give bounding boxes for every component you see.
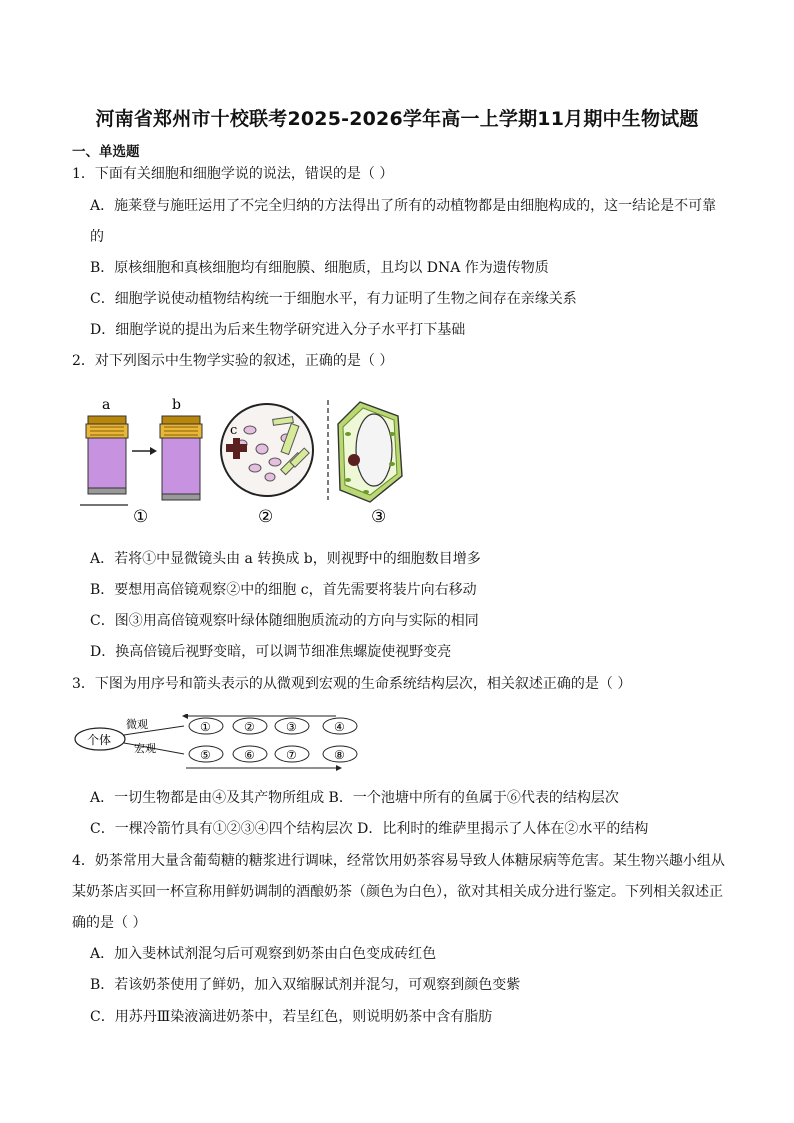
question-4-stem-line-1: 4．奶茶常用大量含葡萄糖的糖浆进行调味，经常饮用奶茶容易导致人体糖尿病等危害。某生物兴趣小组从	[72, 853, 725, 869]
question-3-stem: 3．下图为用序号和箭头表示的从微观到宏观的生命系统结构层次，相关叙述正确的是（ ）	[72, 676, 632, 692]
question-4-option-c: C．用苏丹Ⅲ染液滴进奶茶中，若呈红色，则说明奶茶中含有脂肪	[90, 1009, 493, 1025]
center-label: 个体	[87, 733, 112, 747]
question-3-options-ab: A．一切生物都是由④及其产物所组成 B．一个池塘中所有的鱼属于⑥代表的结构层次	[90, 790, 619, 806]
question-1-option-a: A．施莱登与施旺运用了不完全归纳的方法得出了所有的动植物都是由细胞构成的，这一结论是不可靠	[90, 198, 717, 214]
label-a: a	[102, 397, 111, 413]
question-2-option-b: B．要想用高倍镜观察②中的细胞 c，首先需要将装片向右移动	[90, 582, 477, 598]
label-c: c	[230, 423, 238, 438]
question-1-option-a-cont: 的	[90, 229, 104, 245]
question-4-option-a: A．加入斐林试剂混匀后可观察到奶茶由白色变成砖红色	[90, 946, 437, 962]
level-7: ⑦	[286, 748, 297, 762]
question-2-option-c: C．图③用高倍镜观察叶绿体随细胞质流动的方向与实际的相同	[90, 613, 479, 629]
micro-label: 微观	[126, 718, 148, 731]
microscope-field-of-view	[221, 404, 313, 496]
level-3: ③	[286, 720, 297, 734]
plant-cell-illustration	[338, 402, 402, 502]
label-b: b	[172, 397, 181, 413]
level-6: ⑥	[244, 748, 255, 762]
question-2-option-d: D．换高倍镜后视野变暗，可以调节细准焦螺旋使视野变亮	[90, 644, 452, 660]
figure-number-1: ①	[133, 507, 149, 527]
question-1-option-b: B．原核细胞和真核细胞均有细胞膜、细胞质，且均以 DNA 作为遗传物质	[90, 260, 549, 276]
level-4: ④	[334, 720, 345, 734]
section-heading: 一、单选题	[72, 144, 140, 160]
question-2-stem: 2．对下列图示中生物学实验的叙述，正确的是（ ）	[72, 353, 394, 369]
level-1: ①	[200, 720, 211, 734]
question-4-stem-line-3: 确的是（ ）	[72, 915, 147, 931]
question-1-stem: 1．下面有关细胞和细胞学说的说法，错误的是（ ）	[72, 166, 394, 182]
microscope-figure	[80, 394, 410, 530]
life-system-hierarchy-diagram	[74, 714, 364, 772]
question-4-stem-line-2: 某奶茶店买回一杯宣称用鲜奶调制的酒酿奶茶（颜色为白色），欲对其相关成分进行鉴定。下列相关叙述正	[72, 884, 723, 900]
level-5: ⑤	[200, 748, 211, 762]
objective-lens-b	[160, 416, 202, 500]
question-3-options-cd: C．一棵冷箭竹具有①②③④四个结构层次 D．比利时的维萨里揭示了人体在②水平的结构	[90, 821, 649, 837]
figure-number-3: ③	[371, 507, 387, 527]
objective-lens-a	[86, 416, 128, 494]
question-1-option-d: D．细胞学说的提出为后来生物学研究进入分子水平打下基础	[90, 322, 466, 338]
macro-label: 宏观	[134, 742, 156, 755]
question-4-option-b: B．若该奶茶使用了鲜奶，加入双缩脲试剂并混匀，可观察到颜色变紫	[90, 977, 521, 993]
page-title: 河南省郑州市十校联考2025-2026学年高一上学期11月期中生物试题	[95, 108, 699, 130]
level-2: ②	[244, 720, 255, 734]
level-8: ⑧	[334, 748, 345, 762]
question-1-option-c: C．细胞学说使动植物结构统一于细胞水平，有力证明了生物之间存在亲缘关系	[90, 291, 577, 307]
question-2-option-a: A．若将①中显微镜头由 a 转换成 b，则视野中的细胞数目增多	[90, 551, 481, 567]
figure-number-2: ②	[258, 507, 274, 527]
